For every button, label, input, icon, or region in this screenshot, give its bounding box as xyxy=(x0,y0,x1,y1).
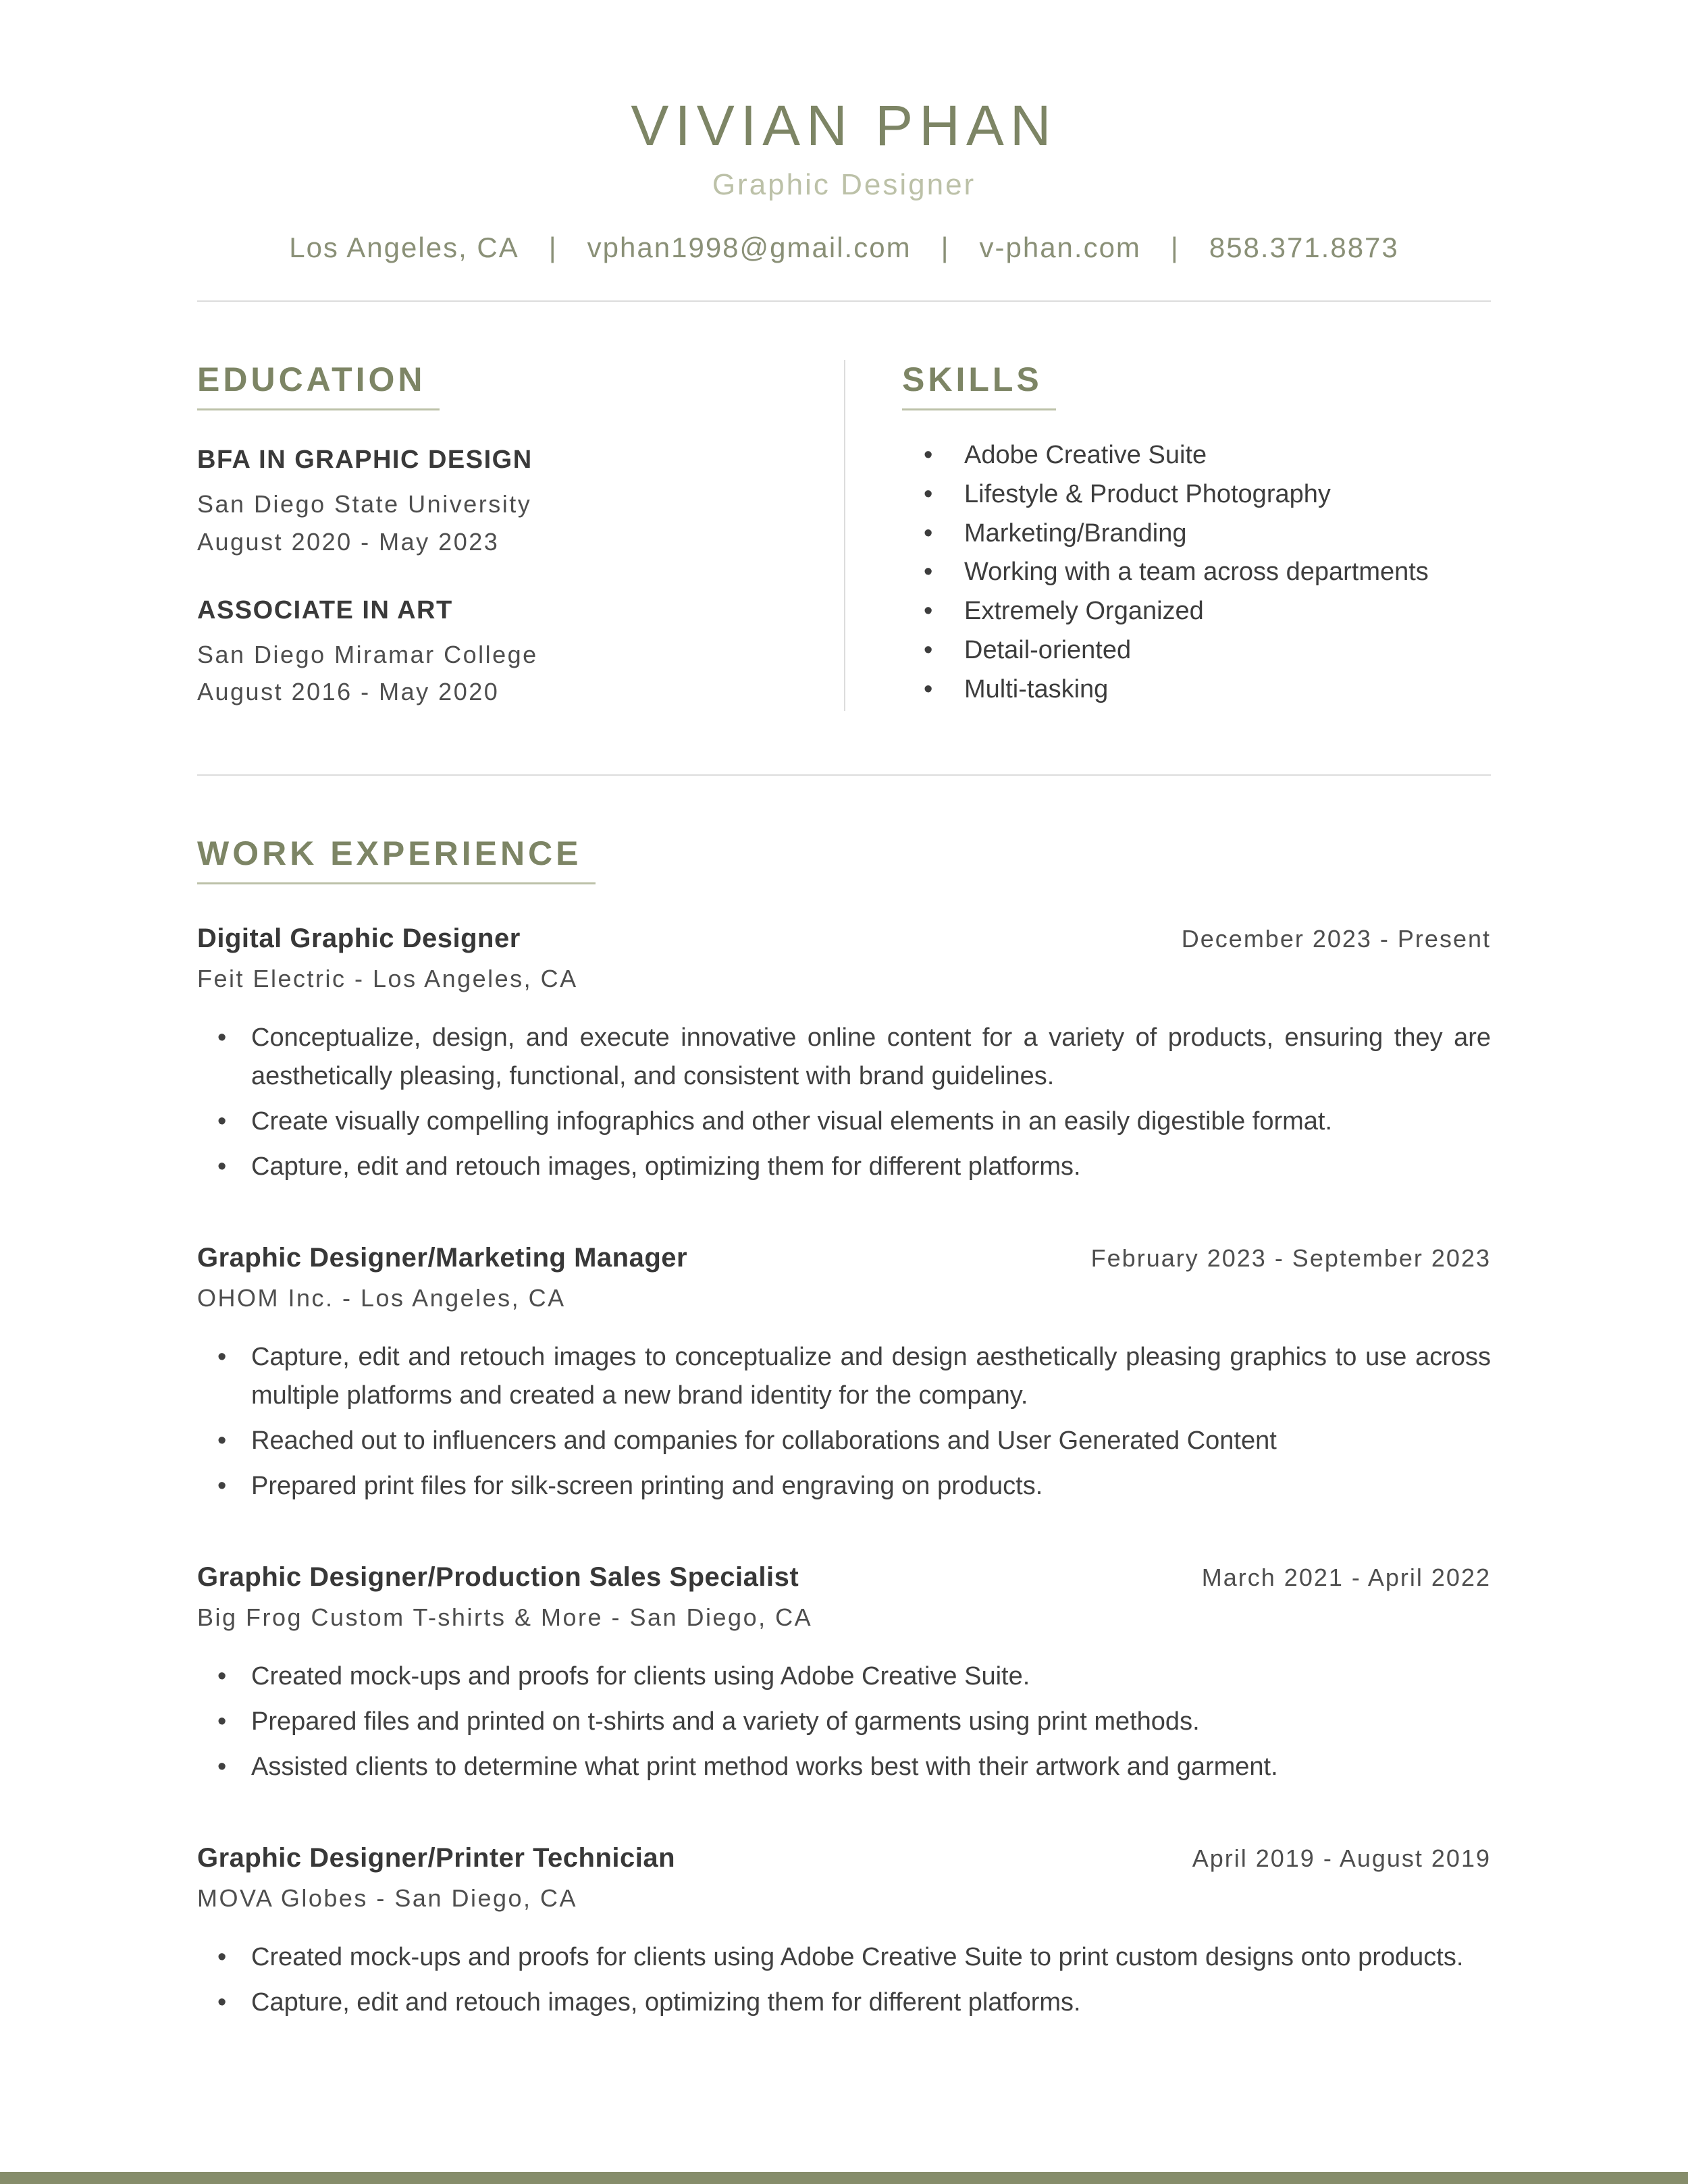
bullet-item: • Capture, edit and retouch images, optimizing them for different platforms. xyxy=(197,1983,1491,2022)
bullet-item: • Capture, edit and retouch images, optimizing them for different platforms. xyxy=(197,1148,1491,1186)
degree-title: BFA IN GRAPHIC DESIGN xyxy=(197,446,533,474)
divider-top xyxy=(197,300,1491,302)
skill-item: • Adobe Creative Suite xyxy=(902,436,1491,475)
job-header-row xyxy=(197,1243,1491,1273)
school-name: San Diego Miramar College xyxy=(197,640,538,668)
job-dates: February 2023 - September 2023 xyxy=(1090,1244,1491,1273)
work-experience-heading: WORK EXPERIENCE xyxy=(197,834,596,884)
candidate-title: Graphic Designer xyxy=(712,168,976,201)
job-company: OHOM Inc. - Los Angeles, CA xyxy=(197,1284,566,1312)
job-title: Digital Graphic Designer xyxy=(197,924,521,954)
skill-item: • Working with a team across departments xyxy=(902,553,1491,592)
job-dates: March 2021 - April 2022 xyxy=(1201,1564,1491,1592)
contact-separator: | xyxy=(548,232,558,263)
bullet-item: • Assisted clients to determine what print method works best with their artwork and garment. xyxy=(197,1748,1491,1786)
job-company: MOVA Globes - San Diego, CA xyxy=(197,1884,578,1913)
skills-list xyxy=(902,436,1491,709)
skills-section xyxy=(845,360,1491,711)
education-section xyxy=(197,360,844,711)
education-item xyxy=(197,446,803,561)
work-experience-section xyxy=(197,776,1491,2022)
bullet-item: • Created mock-ups and proofs for clients using Adobe Creative Suite. xyxy=(197,1657,1491,1696)
job-bullet-list xyxy=(197,1938,1491,2022)
skill-item: • Marketing/Branding xyxy=(902,514,1491,554)
bullet-item: • Created mock-ups and proofs for clients using Adobe Creative Suite to print custom designs onto products. xyxy=(197,1938,1491,1977)
footer-accent-bar xyxy=(0,2172,1688,2184)
education-dates: August 2016 - May 2020 xyxy=(197,678,500,706)
job-header-row xyxy=(197,1562,1491,1593)
contact-website: v-phan.com xyxy=(979,232,1141,263)
job-header-row xyxy=(197,1843,1491,1873)
bullet-item: • Prepared files and printed on t-shirts and a variety of garments using print methods. xyxy=(197,1703,1491,1741)
job-header-row xyxy=(197,924,1491,954)
contact-separator: | xyxy=(941,232,950,263)
job-entry xyxy=(197,1843,1491,2022)
resume-header xyxy=(197,93,1491,264)
contact-email: vphan1998@gmail.com xyxy=(587,232,912,263)
contact-line xyxy=(197,232,1491,264)
education-skills-section xyxy=(197,360,1491,711)
job-title: Graphic Designer/Marketing Manager xyxy=(197,1243,688,1273)
job-entry xyxy=(197,1243,1491,1506)
skill-item: • Detail-oriented xyxy=(902,631,1491,670)
job-company: Feit Electric - Los Angeles, CA xyxy=(197,965,578,993)
school-name: San Diego State University xyxy=(197,490,532,518)
education-heading: EDUCATION xyxy=(197,360,440,410)
job-bullet-list xyxy=(197,1657,1491,1786)
job-title: Graphic Designer/Printer Technician xyxy=(197,1843,676,1873)
job-entry xyxy=(197,924,1491,1186)
job-dates: April 2019 - August 2019 xyxy=(1192,1844,1491,1873)
skill-item: • Extremely Organized xyxy=(902,592,1491,631)
job-entry xyxy=(197,1562,1491,1786)
skill-item: • Lifestyle & Product Photography xyxy=(902,475,1491,514)
education-dates: August 2020 - May 2023 xyxy=(197,527,500,556)
job-bullet-list xyxy=(197,1019,1491,1186)
job-title: Graphic Designer/Production Sales Specialist xyxy=(197,1562,799,1593)
skill-item: • Multi-tasking xyxy=(902,670,1491,710)
education-item xyxy=(197,596,803,712)
bullet-item: • Conceptualize, design, and execute innovative online content for a variety of products, ensuring they are aesthetically pleasing, functional, and consistent with brand guidelines. xyxy=(197,1019,1491,1096)
job-bullet-list xyxy=(197,1338,1491,1506)
bullet-item: • Capture, edit and retouch images to conceptualize and design aesthetically pleasing graphics to use across multiple platforms and created a new brand identity for the company. xyxy=(197,1338,1491,1415)
contact-location: Los Angeles, CA xyxy=(289,232,519,263)
job-company: Big Frog Custom T-shirts & More - San Diego, CA xyxy=(197,1603,813,1632)
candidate-name: VIVIAN PHAN xyxy=(631,94,1057,157)
contact-separator: | xyxy=(1170,232,1180,263)
bullet-item: • Reached out to influencers and companies for collaborations and User Generated Content xyxy=(197,1422,1491,1460)
bullet-item: • Prepared print files for silk-screen printing and engraving on products. xyxy=(197,1467,1491,1506)
job-dates: December 2023 - Present xyxy=(1181,925,1491,953)
degree-title: ASSOCIATE IN ART xyxy=(197,595,453,624)
skills-heading: SKILLS xyxy=(902,360,1056,410)
contact-phone: 858.371.8873 xyxy=(1209,232,1399,263)
bullet-item: • Create visually compelling infographics and other visual elements in an easily digestible format. xyxy=(197,1102,1491,1141)
